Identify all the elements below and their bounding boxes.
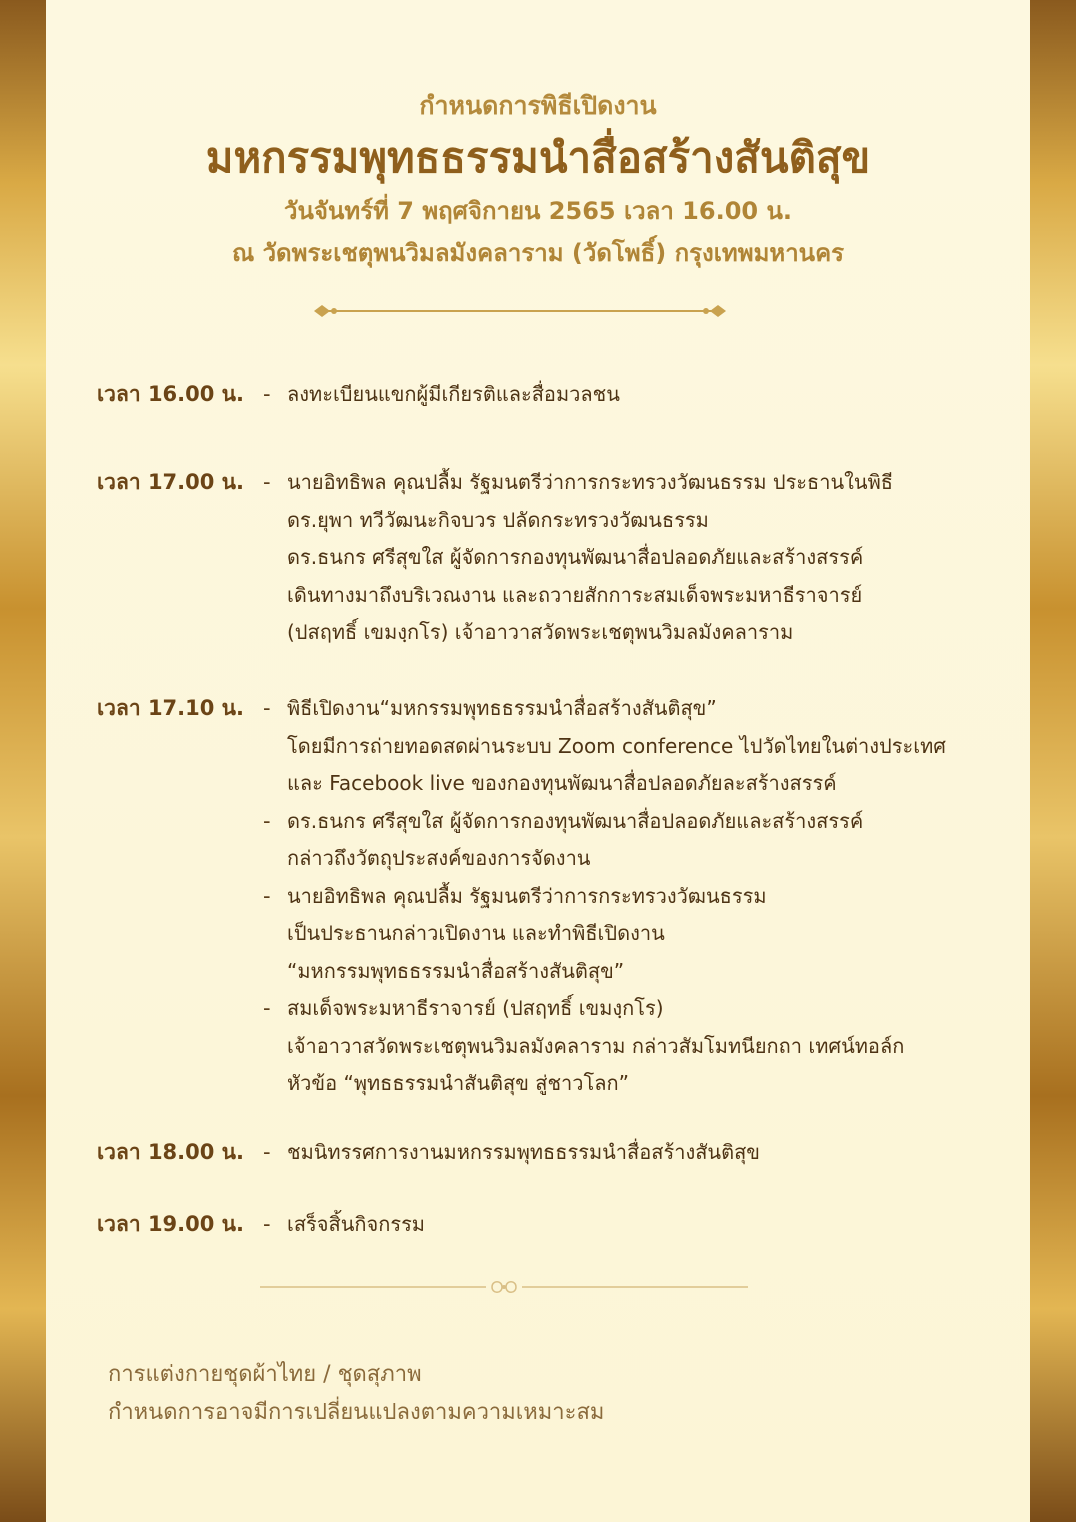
- schedule-entry: [263, 690, 997, 803]
- schedule-time: เวลา 16.00 น.: [97, 382, 245, 406]
- event-date-time: วันจันทร์ที่ 7 พฤศจิกายน 2565 เวลา 16.00 น.: [284, 197, 792, 225]
- entry-line: นายอิทธิพล คุณปลื้ม รัฐมนตรีว่าการกระทรวงวัฒนธรรม: [287, 883, 767, 908]
- bullet-dash: -: [263, 808, 271, 833]
- header: [46, 86, 1030, 274]
- event-venue: ณ วัดพระเชตุพนวิมลมังคลาราม (วัดโพธิ์) กรุงเทพมหานคร: [231, 239, 845, 267]
- schedule-entry: [263, 1134, 997, 1172]
- schedule-entry: [263, 464, 997, 652]
- schedule-entry: [263, 803, 997, 878]
- entry-line: ดร.ธนกร ศรีสุขใส ผู้จัดการกองทุนพัฒนาสื่อปลอดภัยและสร้างสรรค์: [287, 545, 864, 569]
- bullet-dash: -: [263, 382, 271, 406]
- bullet-dash: -: [263, 470, 271, 494]
- entry-line: ดร.ธนกร ศรีสุขใส ผู้จัดการกองทุนพัฒนาสื่อปลอดภัยและสร้างสรรค์: [287, 808, 864, 833]
- schedule-entry: [263, 990, 997, 1103]
- entry-line: เป็นประธานกล่าวเปิดงาน และทำพิธีเปิดงาน: [287, 921, 665, 945]
- entry-line: (ปสฤทธิ์ เขมงฺกโร) เจ้าอาวาสวัดพระเชตุพนวิมลมังคลาราม: [287, 620, 794, 644]
- schedule-time: เวลา 18.00 น.: [97, 1140, 245, 1164]
- dress-code-note: การแต่งกายชุดผ้าไทย / ชุดสุภาพ: [108, 1362, 422, 1387]
- schedule-entry: [263, 1206, 997, 1244]
- schedule-entry: [263, 878, 997, 991]
- entry-line: ดร.ยุพา ทวีวัฒนะกิจบวร ปลัดกระทรวงวัฒนธรรม: [287, 507, 709, 532]
- entry-line: หัวข้อ “พุทธธรรมนำสันติสุข สู่ชาวโลก”: [287, 1071, 629, 1095]
- bullet-dash: -: [263, 996, 271, 1020]
- entry-line: ชมนิทรรศการงานมหกรรมพุทธธรรมนำสื่อสร้างสันติสุข: [287, 1140, 760, 1164]
- schedule-entry: [263, 376, 997, 414]
- ornament-divider-top: [312, 300, 728, 322]
- entry-line: “มหกรรมพุทธธรรมนำสื่อสร้างสันติสุข”: [287, 958, 625, 983]
- schedule-time: เวลา 19.00 น.: [97, 1212, 245, 1236]
- schedule-time: เวลา 17.00 น.: [97, 470, 245, 494]
- bullet-dash: -: [263, 696, 271, 720]
- notes: [108, 1356, 604, 1432]
- entry-line: สมเด็จพระมหาธีราจารย์ (ปสฤทธิ์ เขมงฺกโร): [287, 996, 664, 1020]
- gold-border-right: [1030, 0, 1076, 1522]
- entry-line: ลงทะเบียนแขกผู้มีเกียรติและสื่อมวลชน: [287, 382, 620, 406]
- entry-line: นายอิทธิพล คุณปลื้ม รัฐมนตรีว่าการกระทรวงวัฒนธรรม ประธานในพิธี: [287, 470, 893, 494]
- schedule-change-note: กำหนดการอาจมีการเปลี่ยนแปลงตามความเหมาะสม: [108, 1400, 605, 1425]
- schedule-time: เวลา 17.10 น.: [97, 696, 245, 720]
- entry-line: และ Facebook live ของกองทุนพัฒนาสื่อปลอดภัยละสร้างสรรค์: [287, 771, 837, 795]
- schedule-row: [97, 464, 997, 690]
- entry-line: เจ้าอาวาสวัดพระเชตุพนวิมลมังคลาราม กล่าวสัมโมทนียกถา เทศน์ทอล์ก: [287, 1033, 905, 1058]
- schedule-row: [97, 690, 997, 1134]
- page-title: มหกรรมพุทธธรรมนำสื่อสร้างสันติสุข: [205, 133, 871, 182]
- ornament-divider-bottom: [256, 1276, 752, 1298]
- entry-line: โดยมีการถ่ายทอดสดผ่านระบบ Zoom conference ไปวัดไทยในต่างประเทศ: [287, 733, 946, 758]
- entry-line: เสร็จสิ้นกิจกรรม: [287, 1212, 425, 1236]
- schedule-row: [97, 1206, 997, 1246]
- entry-line: กล่าวถึงวัตถุประสงค์ของการจัดงาน: [287, 846, 591, 870]
- entry-line: เดินทางมาถึงบริเวณงาน และถวายสักการะสมเด็จพระมหาธีราจารย์: [287, 582, 863, 607]
- schedule-row: [97, 1134, 997, 1206]
- gold-border-left: [0, 0, 46, 1522]
- bullet-dash: -: [263, 1140, 271, 1164]
- bullet-dash: -: [263, 1212, 271, 1236]
- bullet-dash: -: [263, 883, 271, 908]
- schedule: [97, 376, 997, 1246]
- page-subtitle: กำหนดการพิธีเปิดงาน: [419, 91, 657, 120]
- schedule-row: [97, 376, 997, 464]
- entry-line: พิธีเปิดงาน“มหกรรมพุทธธรรมนำสื่อสร้างสันติสุข”: [287, 696, 717, 720]
